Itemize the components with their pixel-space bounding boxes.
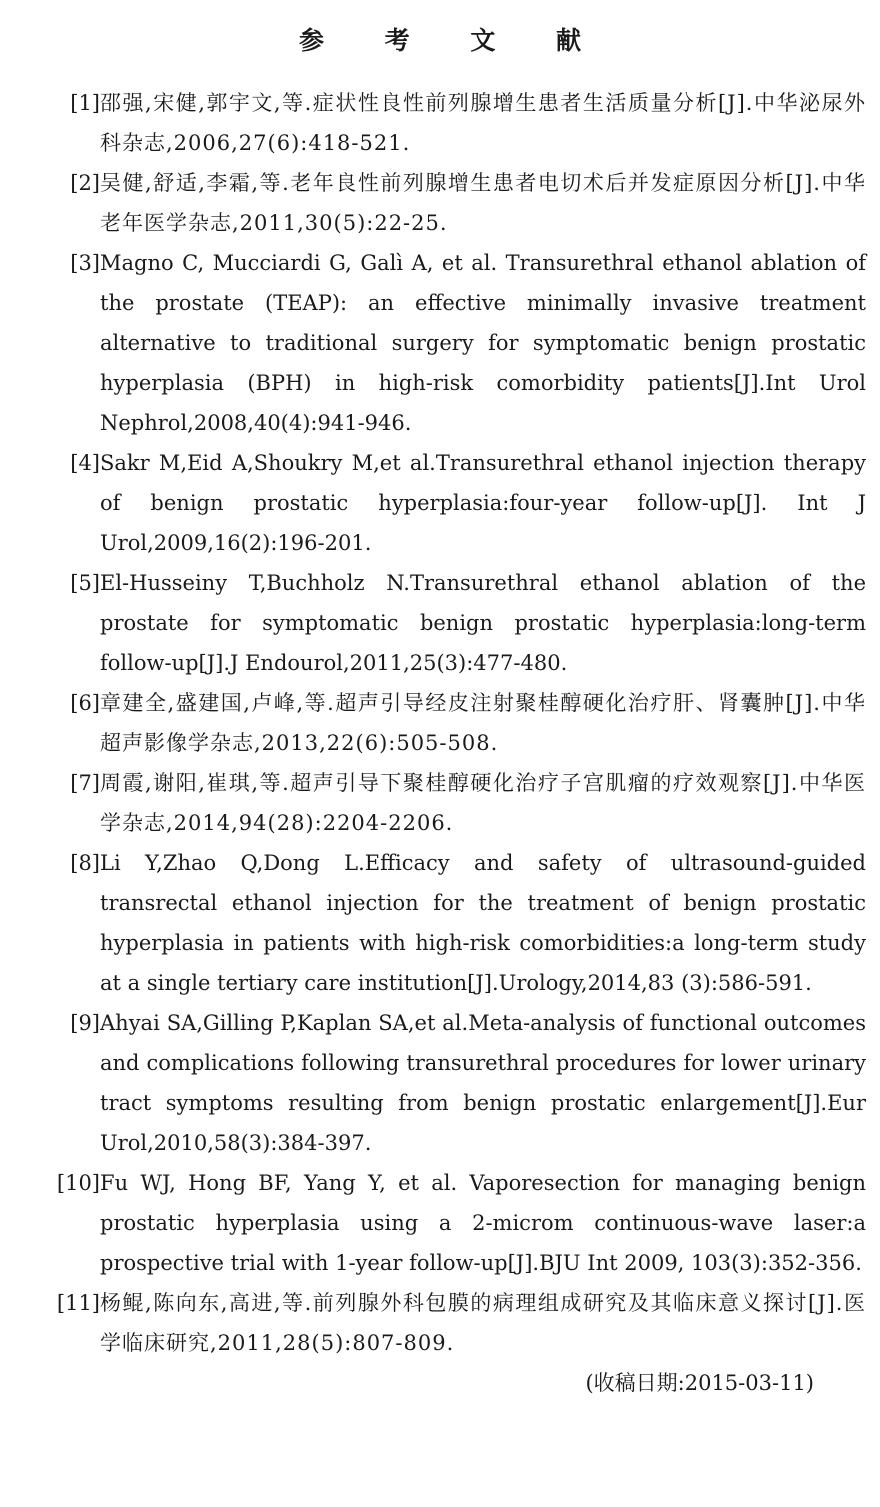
- reference-item: [14, 83, 866, 163]
- reference-number: [8]: [70, 851, 100, 875]
- reference-item: [14, 843, 866, 1003]
- reference-number: [9]: [70, 1011, 100, 1035]
- reference-text: Li Y,Zhao Q,Dong L.Efficacy and safety of ultrasound-guided transrectal ethanol injection for the treatment of benign prostatic hyperplasia in patients with high-risk comorbidities:a long-term study at a single tertiary care institution[J].Urology,2014,83 (3):586-591.: [100, 851, 866, 995]
- reference-text: Sakr M,Eid A,Shoukry M,et al.Transurethral ethanol injection therapy of benign prostatic hyperplasia:four-year follow-up[J]. Int J Urol,2009,16(2):196-201.: [100, 451, 866, 555]
- reference-number: [1]: [70, 91, 100, 115]
- reference-text: Magno C, Mucciardi G, Galì A, et al. Transurethral ethanol ablation of the prostate (TEAP): an effective minimally invasive treatment alternative to traditional surgery for symptomatic benign prostatic hyperplasia (BPH) in high-risk comorbidity patients[J].Int Urol Nephrol,2008,40(4):941-946.: [100, 251, 866, 435]
- reference-number: [10]: [56, 1171, 100, 1195]
- reference-item: [14, 563, 866, 683]
- reference-item: [14, 1163, 866, 1283]
- reference-text: Fu WJ, Hong BF, Yang Y, et al. Vaporesection for managing benign prostatic hyperplasia using a 2-microm continuous-wave laser:a prospective trial with 1-year follow-up[J].BJU Int 2009, 103(3):352-356.: [100, 1171, 866, 1275]
- reference-list: [14, 83, 866, 1363]
- reference-item: [14, 1283, 866, 1363]
- reference-text: 周霞,谢阳,崔琪,等.超声引导下聚桂醇硬化治疗子宫肌瘤的疗效观察[J].中华医学杂志,2014,94(28):2204-2206.: [100, 771, 866, 835]
- reference-text: 章建全,盛建国,卢峰,等.超声引导经皮注射聚桂醇硬化治疗肝、肾囊肿[J].中华超声影像学杂志,2013,22(6):505-508.: [100, 691, 866, 755]
- reference-item: [14, 443, 866, 563]
- reference-item: [14, 243, 866, 443]
- reference-number: [6]: [70, 691, 100, 715]
- reference-text: El-Husseiny T,Buchholz N.Transurethral ethanol ablation of the prostate for symptomatic benign prostatic hyperplasia:long-term follow-up[J].J Endourol,2011,25(3):477-480.: [100, 571, 866, 675]
- reference-text: 邵强,宋健,郭宇文,等.症状性良性前列腺增生患者生活质量分析[J].中华泌尿外科杂志,2006,27(6):418-521.: [100, 91, 866, 155]
- reference-text: 杨鲲,陈向东,高进,等.前列腺外科包膜的病理组成研究及其临床意义探讨[J].医学临床研究,2011,28(5):807-809.: [100, 1291, 866, 1355]
- reference-number: [11]: [56, 1291, 100, 1315]
- reference-number: [4]: [70, 451, 100, 475]
- reference-number: [2]: [70, 171, 100, 195]
- reference-item: [14, 163, 866, 243]
- received-date: (收稿日期:2015-03-11): [585, 1371, 814, 1395]
- page-title: 参 考 文 献: [298, 26, 608, 55]
- reference-text: Ahyai SA,Gilling P,Kaplan SA,et al.Meta-analysis of functional outcomes and complications following transurethral procedures for lower urinary tract symptoms resulting from benign prostatic enlargement[J].Eur Urol,2010,58(3):384-397.: [100, 1011, 866, 1155]
- reference-text: 吴健,舒适,李霜,等.老年良性前列腺增生患者电切术后并发症原因分析[J].中华老年医学杂志,2011,30(5):22-25.: [100, 171, 866, 235]
- reference-number: [7]: [70, 771, 100, 795]
- reference-item: [14, 683, 866, 763]
- reference-item: [14, 763, 866, 843]
- reference-number: [5]: [70, 571, 100, 595]
- reference-number: [3]: [70, 251, 100, 275]
- reference-item: [14, 1003, 866, 1163]
